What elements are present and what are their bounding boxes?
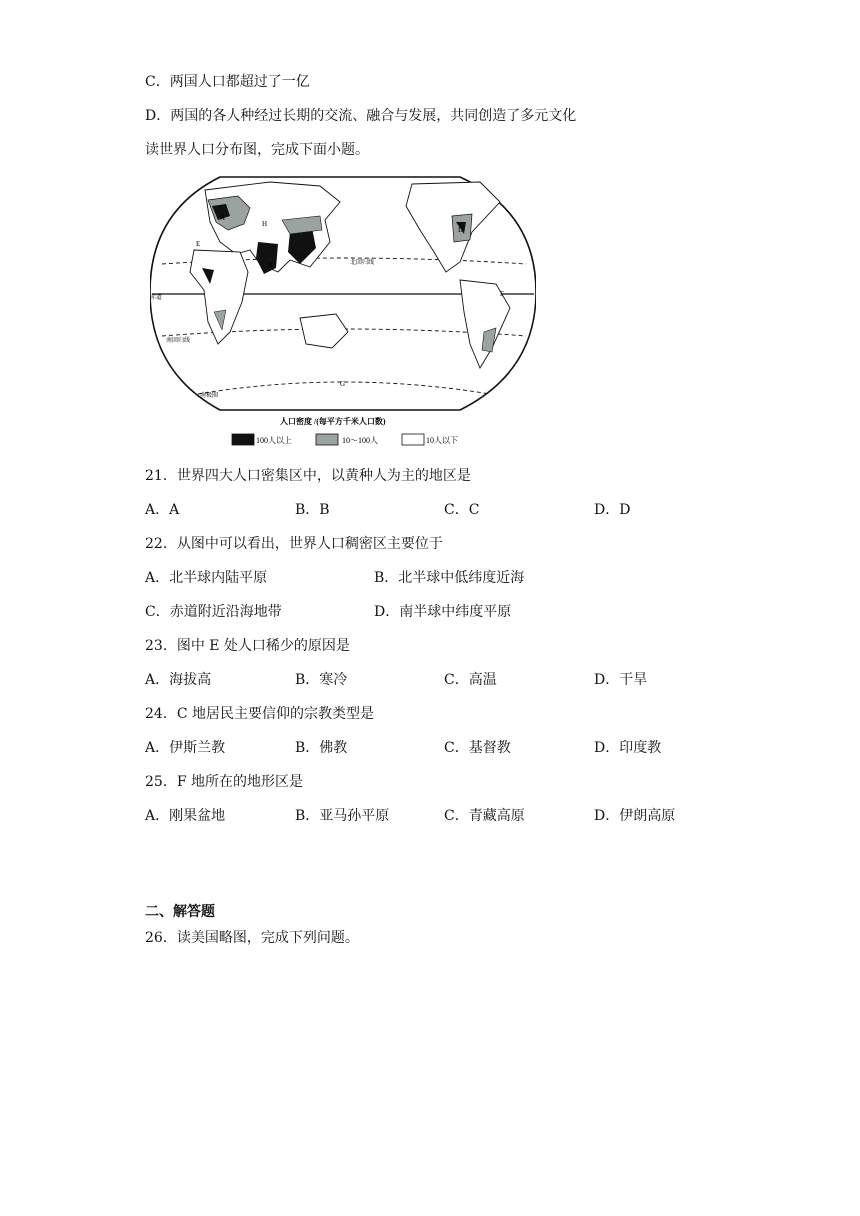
question-25-stem: 25．F 地所在的地形区是 xyxy=(145,774,303,790)
world-population-map xyxy=(150,172,536,450)
label-E: E xyxy=(196,240,201,248)
q23-option-b[interactable]: B．寒冷 xyxy=(295,672,348,688)
label-tropic-north: 北回归线 xyxy=(350,260,375,266)
q22-option-c[interactable]: C．赤道附近沿海地带 xyxy=(145,604,282,620)
label-antarctic: 南极圈 xyxy=(200,393,219,399)
q22-option-b[interactable]: B．北半球中低纬度近海 xyxy=(374,570,525,586)
q23-option-d[interactable]: D．干旱 xyxy=(594,672,648,688)
label-H: H xyxy=(262,220,268,228)
line-option-d: D．两国的各人种经过长期的交流、融合与发展，共同创造了多元文化 xyxy=(145,108,577,124)
label-tropic-south: 南回归线 xyxy=(166,338,191,344)
q21-option-b[interactable]: B．B xyxy=(295,502,330,518)
question-24-stem: 24．C 地居民主要信仰的宗教类型是 xyxy=(145,706,374,722)
label-C: C xyxy=(300,252,305,260)
label-equator: 赤道 xyxy=(150,295,163,301)
q22-option-a[interactable]: A．北半球内陆平原 xyxy=(145,570,268,586)
q25-option-a[interactable]: A．刚果盆地 xyxy=(145,808,226,824)
legend-title: 人口密度 /(每平方千米人口数) xyxy=(280,417,386,426)
q25-option-d[interactable]: D．伊朗高原 xyxy=(594,808,676,824)
section-heading: 二、解答题 xyxy=(145,904,215,920)
legend-swatch-mid xyxy=(316,434,338,445)
q23-option-c[interactable]: C．高温 xyxy=(444,672,497,688)
legend-swatch-dense xyxy=(232,434,254,445)
q21-option-a[interactable]: A．A xyxy=(145,502,180,518)
label-B: B xyxy=(268,262,273,270)
label-A: A xyxy=(220,214,226,222)
legend-label-mid: 10～100人 xyxy=(342,436,378,445)
question-22-stem: 22．从图中可以看出，世界人口稠密区主要位于 xyxy=(145,536,443,552)
q25-option-c[interactable]: C．青藏高原 xyxy=(444,808,525,824)
q21-option-c[interactable]: C．C xyxy=(444,502,480,518)
map-intro: 读世界人口分布图，完成下面小题。 xyxy=(145,142,369,158)
q24-option-a[interactable]: A．伊斯兰教 xyxy=(145,740,226,756)
question-21-stem: 21．世界四大人口密集区中，以黄种人为主的地区是 xyxy=(145,468,471,484)
q24-option-b[interactable]: B．佛教 xyxy=(295,740,348,756)
legend-label-sparse: 10人以下 xyxy=(426,436,458,445)
q22-option-d[interactable]: D．南半球中纬度平原 xyxy=(374,604,512,620)
q24-option-c[interactable]: C．基督教 xyxy=(444,740,511,756)
label-F: F xyxy=(500,290,504,298)
legend-swatch-sparse xyxy=(402,434,424,445)
q24-option-d[interactable]: D．印度教 xyxy=(594,740,662,756)
label-D: D xyxy=(458,226,464,234)
q25-option-b[interactable]: B．亚马孙平原 xyxy=(295,808,390,824)
question-26-stem: 26．读美国略图，完成下列问题。 xyxy=(145,930,359,946)
q23-option-a[interactable]: A．海拔高 xyxy=(145,672,212,688)
question-23-stem: 23．图中 E 处人口稀少的原因是 xyxy=(145,638,350,654)
q21-option-d[interactable]: D．D xyxy=(594,502,631,518)
label-G: G xyxy=(340,380,346,388)
legend-label-dense: 100人以上 xyxy=(256,436,292,445)
line-option-c: C．两国人口都超过了一亿 xyxy=(145,74,310,90)
